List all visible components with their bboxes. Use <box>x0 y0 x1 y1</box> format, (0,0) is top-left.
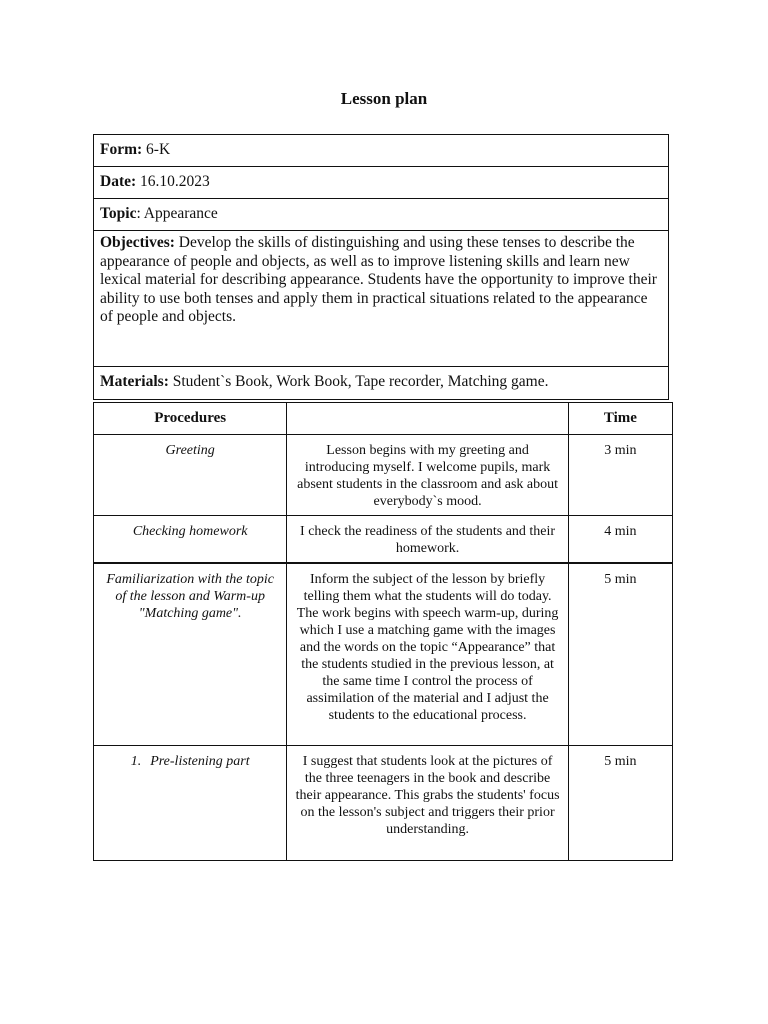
objectives-row <box>94 231 668 367</box>
item-number: 1. <box>130 754 142 769</box>
procedure-time: 5 min <box>568 746 672 861</box>
topic-value: : Appearance <box>136 205 218 222</box>
procedure-name-cell <box>94 746 287 861</box>
procedure-time: 5 min <box>568 563 672 746</box>
procedure-name: Pre-listening part <box>150 754 250 769</box>
procedure-name: Checking homework <box>94 516 287 564</box>
header-procedures: Procedures <box>94 403 287 435</box>
procedure-time: 3 min <box>568 435 672 516</box>
procedure-time: 4 min <box>568 516 672 564</box>
topic-row <box>94 199 668 231</box>
procedure-description: I check the readiness of the students and their homework. <box>287 516 568 564</box>
objectives-value: Develop the skills of distinguishing and using these tenses to describe the appearance of people and objects, as well as to improve listening skills and learn new lexical material for describing appearance. Students have the opportunity to improve their ability to use both tenses and apply them in practical situations related to the appearance of people and objects. <box>100 234 657 325</box>
header-time: Time <box>568 403 672 435</box>
procedure-name: Familiarization with the topic of the lesson and Warm-up "Matching game". <box>94 563 287 746</box>
materials-value: Student`s Book, Work Book, Tape recorder, Matching game. <box>168 373 549 390</box>
form-label: Form: <box>100 141 143 158</box>
materials-row <box>94 367 668 399</box>
lesson-info-table <box>93 134 669 400</box>
numbered-item <box>131 753 250 770</box>
procedures-table <box>93 402 673 861</box>
table-row <box>94 563 673 746</box>
topic-label: Topic <box>100 205 137 222</box>
page-title: Lesson plan <box>340 89 428 108</box>
date-label: Date: <box>100 173 137 190</box>
procedures-header-row <box>94 403 673 435</box>
date-row <box>94 167 668 199</box>
procedure-description: Inform the subject of the lesson by briefly telling them what the students will do today. The work begins with speech warm-up, during which I use a matching game with the images and the words on the topic “Appearance” that the students studied in the previous lesson, at the same time I control the process of assimilation of the material and I adjust the students to the educational process. <box>287 563 568 746</box>
table-row <box>94 516 673 564</box>
materials-label: Materials: <box>100 373 169 390</box>
date-value: 16.10.2023 <box>136 173 210 190</box>
procedure-description: Lesson begins with my greeting and introducing myself. I welcome pupils, mark absent students in the classroom and ask about everybody`s mood. <box>287 435 568 516</box>
procedure-name: Greeting <box>94 435 287 516</box>
objectives-label: Objectives: <box>100 234 175 251</box>
table-row <box>94 746 673 861</box>
form-row <box>94 135 668 167</box>
form-value: 6-K <box>142 141 171 158</box>
header-description <box>287 403 568 435</box>
procedure-description: I suggest that students look at the pictures of the three teenagers in the book and describe their appearance. This grabs the students' focus on the lesson's subject and triggers their prior understanding. <box>287 746 568 861</box>
table-row <box>94 435 673 516</box>
